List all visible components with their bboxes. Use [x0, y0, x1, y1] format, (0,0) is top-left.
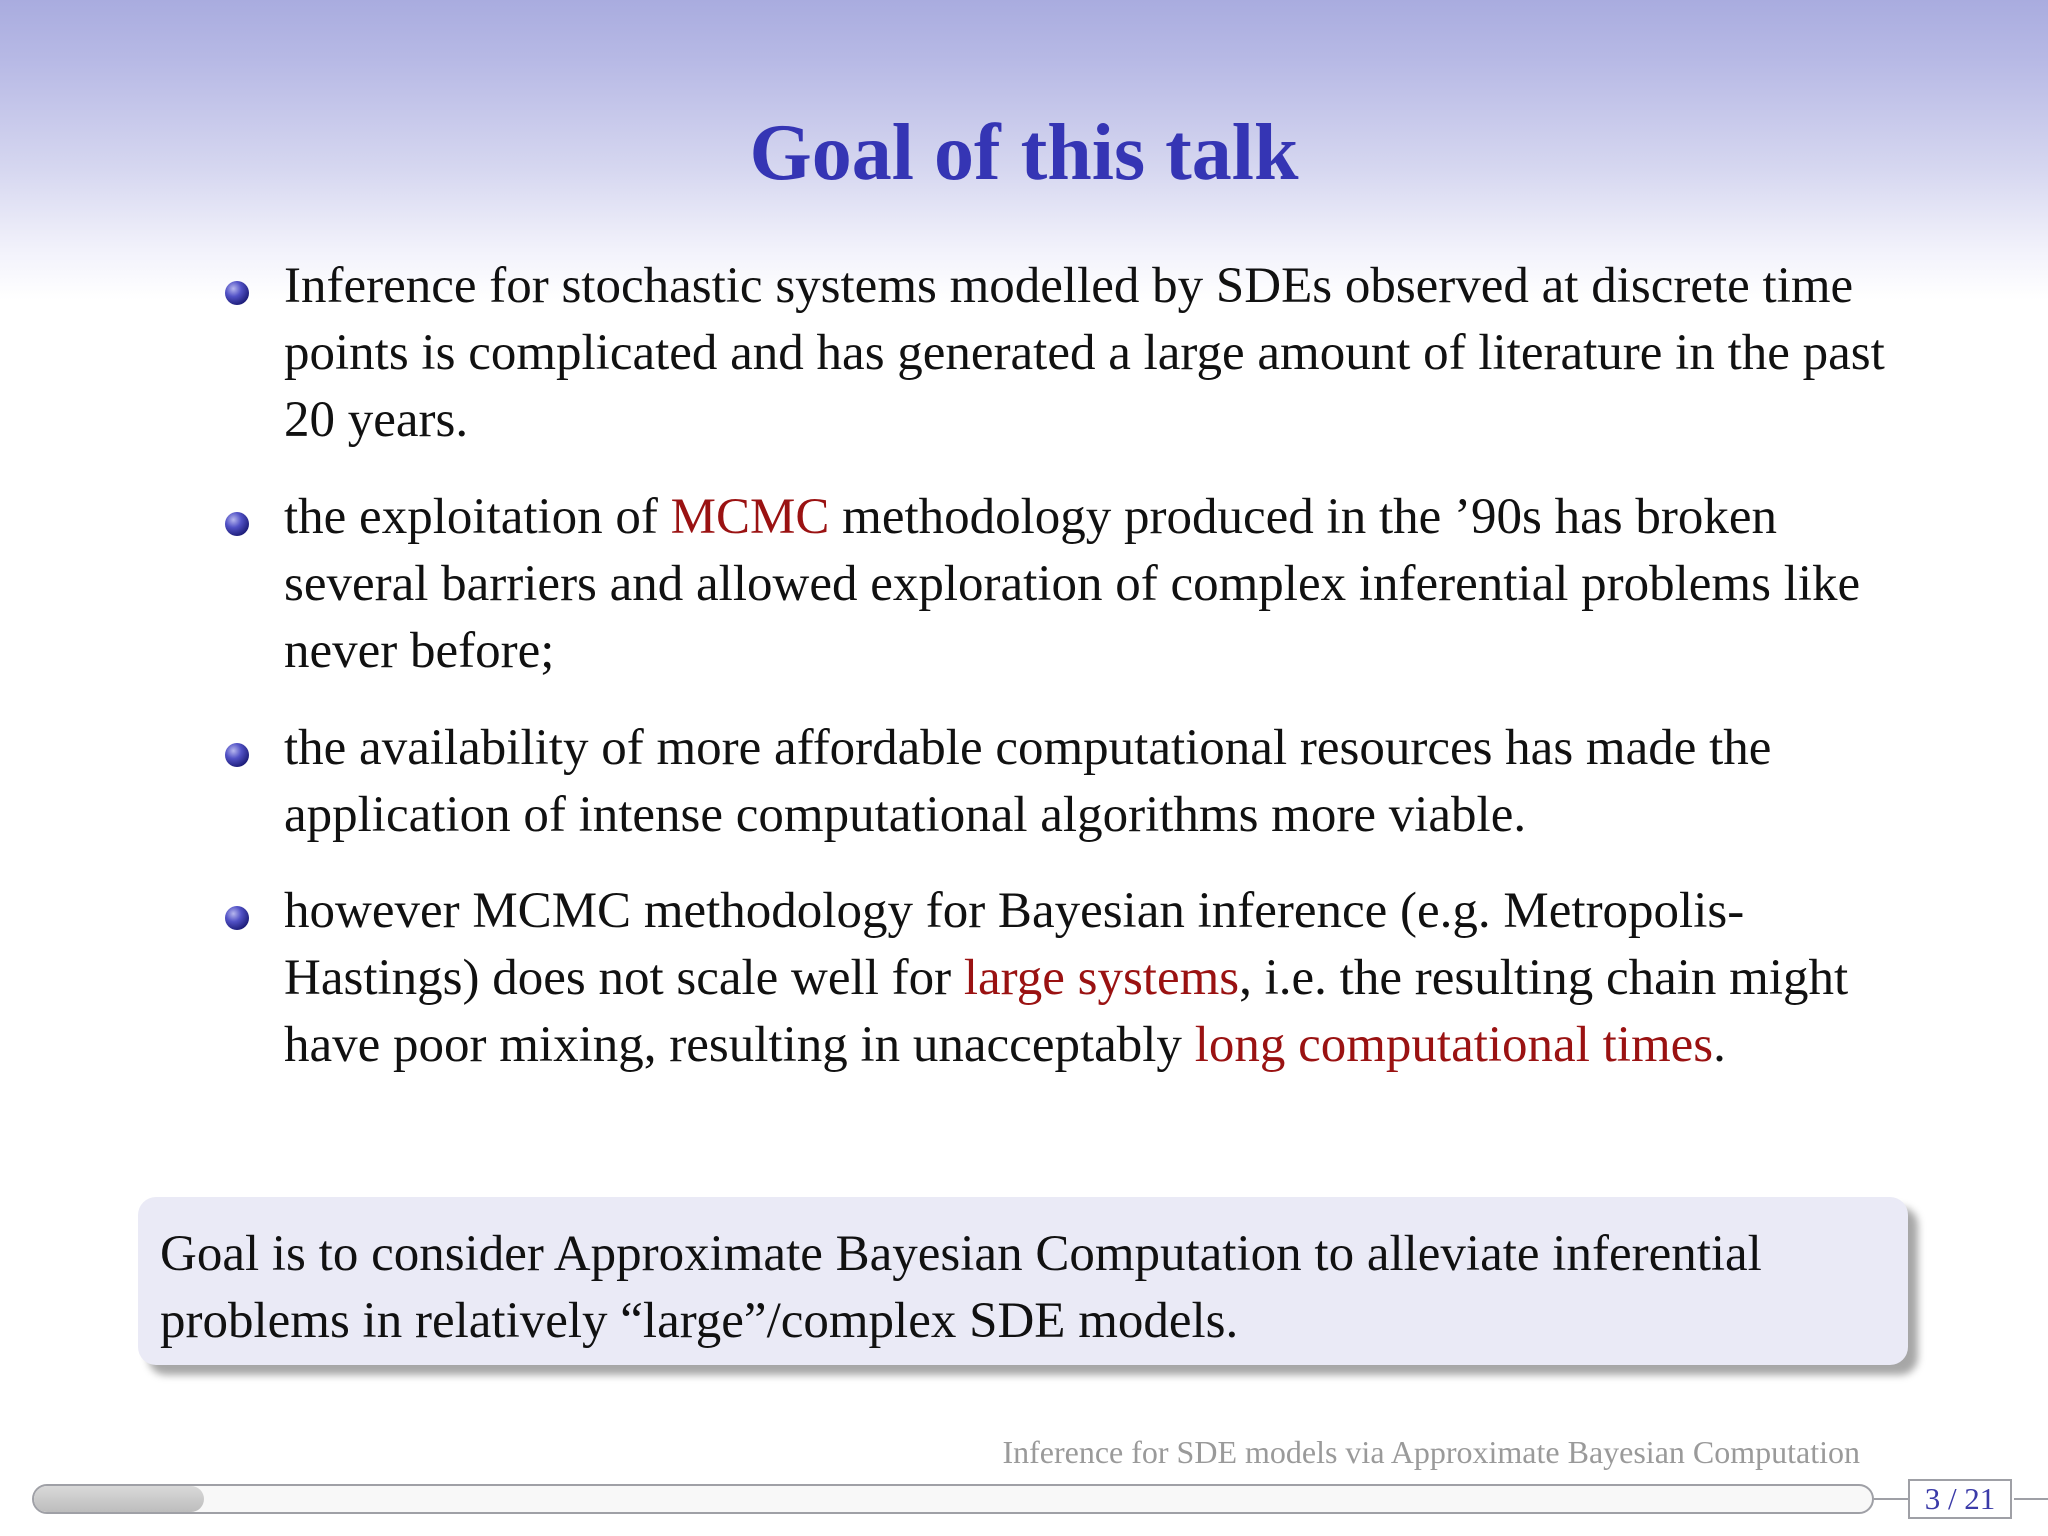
bullet-icon [225, 281, 249, 305]
page-counter[interactable]: 3 / 21 [1908, 1479, 2012, 1519]
bullet-text [284, 720, 1771, 843]
bullet-text-part: , i.e. the resulting chain might have poor mixing, resulting in unacceptably [284, 950, 1849, 1073]
bullet-text [284, 883, 1848, 1073]
bullet-item [218, 253, 1918, 454]
highlight-term: long computational times [1194, 1017, 1714, 1073]
bullet-text-part: however MCMC methodology for Bayesian inference (e.g. Metropolis-Hastings) does not scale well for [284, 883, 1745, 1006]
highlight-term: MCMC [670, 489, 830, 545]
progress-scrollbar-thumb[interactable] [34, 1486, 204, 1512]
progress-connector-right [2014, 1498, 2048, 1500]
progress-scrollbar[interactable] [32, 1484, 1874, 1514]
bullet-text-part: the exploitation of [284, 489, 671, 545]
bullet-item [218, 484, 1918, 685]
bullet-icon [225, 743, 249, 767]
bullet-icon [225, 906, 249, 930]
footer-presentation-title: Inference for SDE models via Approximate Bayesian Computation [1002, 1434, 1860, 1470]
bullet-text [284, 489, 1860, 679]
bullet-text-part: the availability of more affordable computational resources has made the application of intense computational algorithms more viable. [284, 720, 1772, 843]
bullet-list [218, 253, 1918, 1109]
bullet-text-part: methodology produced in the ’90s has broken several barriers and allowed exploration of complex inferential problems like never before; [284, 489, 1861, 679]
goal-box [138, 1197, 1908, 1365]
highlight-term: large systems [963, 950, 1240, 1006]
bullet-text [284, 258, 1885, 448]
bullet-item [218, 715, 1918, 849]
progress-connector [1874, 1498, 1908, 1500]
bullet-icon [225, 512, 249, 536]
bullet-item [218, 878, 1918, 1079]
goal-box-text: Goal is to consider Approximate Bayesian Computation to alleviate inferential problems in relatively “large”/complex SDE models. [160, 1226, 1762, 1349]
slide-title: Goal of this talk [749, 109, 1299, 197]
bullet-text-part: . [1713, 1017, 1726, 1073]
bullet-text-part: Inference for stochastic systems modelled by SDEs observed at discrete time points is complicated and has generated a large amount of literature in the past 20 years. [284, 258, 1885, 448]
